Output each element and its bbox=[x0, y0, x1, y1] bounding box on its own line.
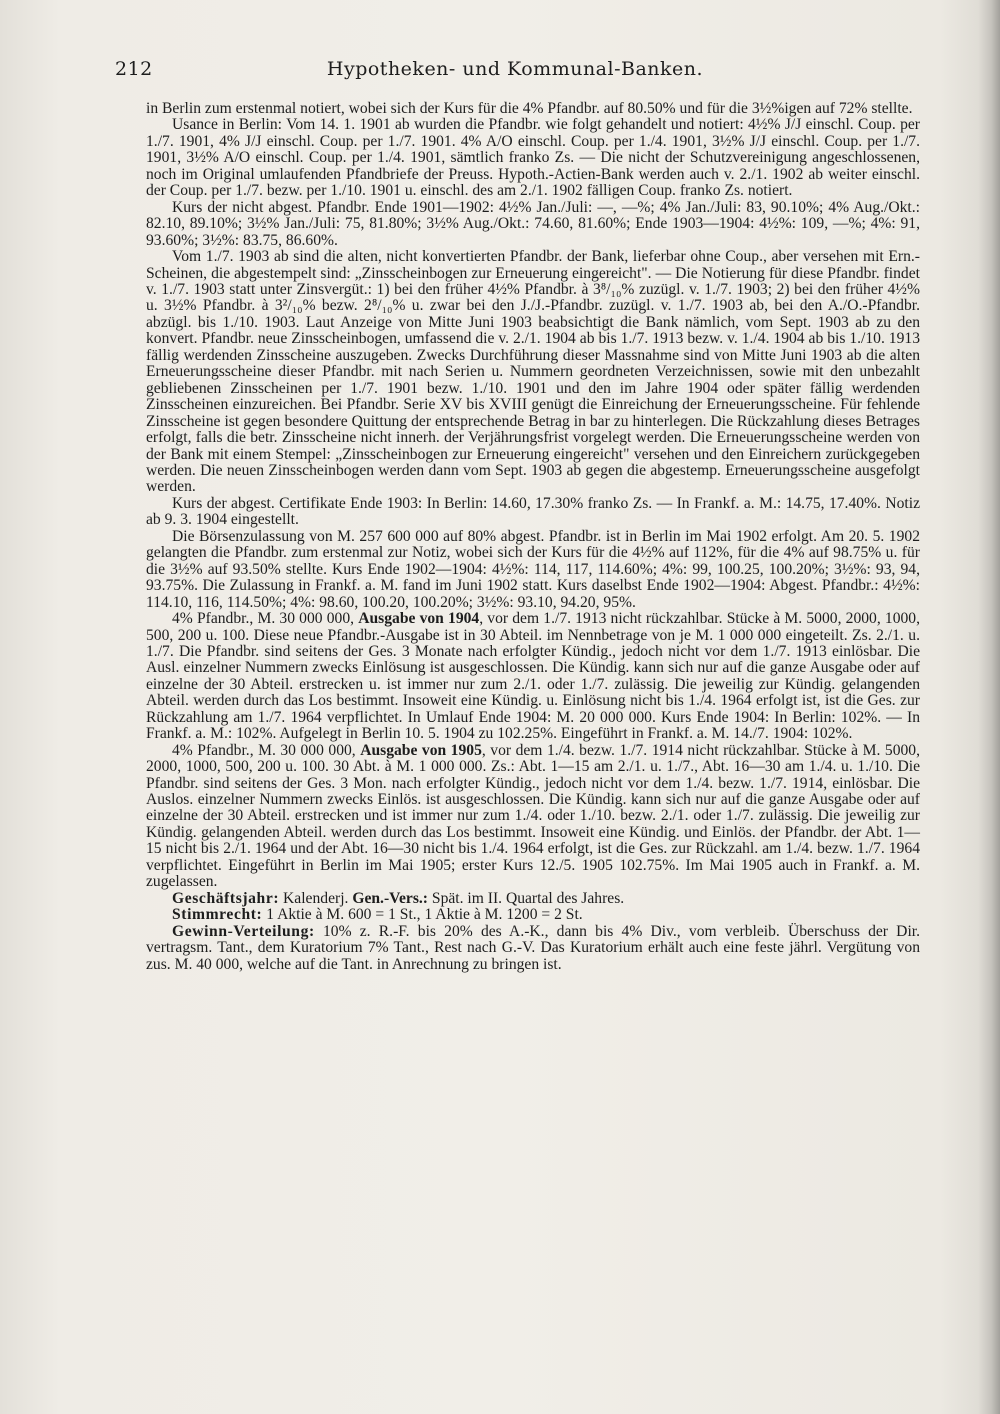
general-meeting-value: Spät. im II. Quartal des Jahres. bbox=[431, 889, 625, 907]
page-spine-shadow bbox=[978, 0, 1000, 1414]
body-text bbox=[146, 101, 920, 973]
issue-1905-heading: Ausgabe von 1905 bbox=[360, 741, 482, 759]
page-header bbox=[115, 58, 915, 88]
page-number: 212 bbox=[115, 58, 153, 80]
profit-distribution-value: 10% z. R.-F. bis 20% des A.-K., dann bis 4% Div., vom verbleib. Überschuss der Dir. vertragsm. Tant., dem Kuratorium 7% Tant., Rest nach G.-V. Das Kuratorium erhält auch eine feste jährl. Vergütung von zus. M. 40 000, welche auf die Tant. in Anrechnung zu bringen ist. bbox=[146, 922, 921, 973]
issue-1904-heading: Ausgabe von 1904 bbox=[358, 610, 480, 628]
issue-1904-paragraph bbox=[146, 611, 920, 743]
issue-1905-paragraph bbox=[146, 743, 920, 891]
paragraph: Die Börsenzulassung von M. 257 600 000 auf 80% abgest. Pfandbr. ist in Berlin im Mai 1902 erfolgt. Am 20. 5. 1902 gelangten die Pfandbr. zum erstenmal zur Notiz, wobei sich der Kurs für die 4½% auf 112%, für die 4% auf 98.75% u. für die 3½% auf 93.50% stellte. Kurs Ende 1902—1904: 4½%: 114, 117, 114.60%; 4%: 99, 100.25, 100.20%; 3½%: 93, 94, 93.75%. Die Zulassung in Frankf. a. M. fand im Juni 1902 statt. Kurs daselbst Ende 1902—1904: Abgest. Pfandbr.: 4½%: 114.10, 116, 114.50%; 4%: 98.60, 100.20, 100.20%; 3½%: 93.10, 94.20, 95%. bbox=[146, 527, 920, 611]
issue-1905-text: , vor dem 1./4. bezw. 1./7. 1914 nicht rückzahlbar. Stücke à M. 5000, 2000, 1000, 500, 200 u. 100. 30 Abt. à M. 1 000 000. Zs.: Abt. 1—15 am 2./1. u. 1./7., Abt. 16—30 am 1./4. u. 1./10. Die Pfandbr. sind seitens der Ges. 3 Mon. nach erfolgter Kündig., jedoch nicht vor dem 1./4. bezw. 1./7. 1914, einlösbar. Die Auslos. einzelner Nummern zwecks Einlös. ist ausgeschlossen. Die Kündig. kann sich nur auf die ganze Ausgabe oder auf einzelne der 30 Abteil. erstrecken und ist immer nur zum 1./4. oder 1./10. bezw. 2./1. oder 1./7. zulässig. Die jeweilig zur Kündig. gelangenden Abteil. werden durch das Los bestimmt. Insoweit eine Kündig. und Einlös. der Pfandbr. der Abt. 1—15 nicht bis 2./1. 1964 und der Abt. 16—30 nicht bis 1./4. 1964 erfolgt, ist die Ges. zur Rückzahl. am 1./4. bezw. 1./7. 1964 verpflichtet. Eingeführt in Berlin im Mai 1905; erster Kurs 12./5. 1905 102.75%. Im Mai 1905 auch in Frankf. a. M. zugelassen. bbox=[146, 741, 920, 891]
paragraph: Usance in Berlin: Vom 14. 1. 1901 ab wurden die Pfandbr. wie folgt gehandelt und notiert: 4½% J/J einschl. Coup. per 1./7. 1901, 4% J/J einschl. Coup. per 1./7. 1901. 4% A/O einschl. Coup. per 1./4. 1901, 3½% J/J einschl. Coup. per 1./7. 1901, 3½% A/O einschl. Coup. per 1./4. 1901, sämtlich franko Zs. — Die nicht der Schutzvereinigung angeschlossenen, noch im Original umlaufenden Pfandbriefe der Preuss. Hypoth.-Actien-Bank werden auch v. 2./1. 1902 ab weiter einschl. der Coup. per 1./7. bezw. per 1./10. 1901 u. einschl. des am 2./1. 1902 fälligen Coup. franko Zs. notiert. bbox=[146, 116, 920, 200]
voting-right-line bbox=[146, 907, 920, 923]
voting-right-value: 1 Aktie à M. 600 = 1 St., 1 Aktie à M. 1200 = 2 St. bbox=[266, 906, 583, 924]
fiscal-year-line bbox=[146, 891, 920, 907]
paragraph: Vom 1./7. 1903 ab sind die alten, nicht konvertierten Pfandbr. der Bank, lieferbar ohne Coup., aber versehen mit Ern.-Scheinen, die abgestempelt sind: „Zinsscheinbogen zur Erneuerung eingereicht". — Die Notierung für diese Pfandbr. findet v. 1./7. 1903 statt unter Zinsvergüt.: 1) bei den früher 4½% Pfandbr. à 3⁸/₁₀% zuzügl. v. 1./7. 1903; 2) bei den früher 4½% u. 3½% Pfandbr. à 3²/₁₀% bezw. 2⁸/₁₀% u. zwar bei den J./J.-Pfandbr. zuzügl. v. 1./7. 1903 ab, bei den A./O.-Pfandbr. abzügl. bis 1./10. 1903. Laut Anzeige von Mitte Juni 1903 beabsichtigt die Bank nämlich, vom Sept. 1903 ab zu den konvert. Pfandbr. neue Zinsscheinbogen, umfassend die v. 2./1. 1904 ab bis 1./7. 1913 bezw. v. 1./4. 1904 ab bis 1./10. 1913 fällig werdenden Zinsscheine auszugeben. Zwecks Durchführung dieser Massnahme sind von Mitte Juni 1903 ab die alten Erneuerungsscheine dieser Pfandbr. mit nach Serien u. Nummern geordneten Verzeichnissen, sowie mit den unbezahlt gebliebenen Zinsscheinen per 1./7. 1901 bezw. 1./10. 1901 und den im Jahre 1904 oder später fällig werdenden Zinsscheinen einzureichen. Bei Pfandbr. Serie XV bis XVIII genügt die Einreichung der Erneuerungsscheine. Für fehlende Zinsscheine ist gegen besondere Quittung der entsprechende Betrag in bar zu hinterlegen. Die Rückzahlung dieses Betrages erfolgt, falls die betr. Zinsscheine nicht innerh. der Verjährungsfrist vorgelegt werden. Die Erneuerungsscheine werden von der Bank mit einem Stempel: „Zinsscheinbogen zur Erneuerung eingereicht" versehen und den Einreichern zurückgegeben werden. Die neuen Zinsscheinbogen werden dann vom Sept. 1903 ab gegen die abgestemp. Erneuerungsscheine ausgefolgt werden. bbox=[146, 248, 920, 496]
paragraph: Kurs der abgest. Certifikate Ende 1903: In Berlin: 14.60, 17.30% franko Zs. — In Frankf. a. M.: 14.75, 17.40%. Notiz ab 9. 3. 1904 eingestellt. bbox=[146, 494, 920, 529]
general-meeting-label: Gen.-Vers.: bbox=[352, 889, 428, 907]
issue-1905-lead: 4% Pfandbr., M. 30 000 000, bbox=[172, 741, 356, 759]
fiscal-year-value: Kalenderj. bbox=[283, 889, 349, 907]
paragraph: Kurs der nicht abgest. Pfandbr. Ende 1901—1902: 4½% Jan./Juli: —, —%; 4% Jan./Juli: 83, 90.10%; 4% Aug./Okt.: 82.10, 89.10%; 3½% Jan./Juli: 75, 81.80%; 3½% Aug./Okt.: 74.60, 81.60%; Ende 1903—1904: 4½%: 109, —%; 4%: 91, 93.60%; 3½%: 83.75, 86.60%. bbox=[146, 198, 920, 249]
fiscal-year-label: Geschäftsjahr: bbox=[172, 889, 280, 907]
paragraph: in Berlin zum erstenmal notiert, wobei sich der Kurs für die 4% Pfandbr. auf 80.50% und für die 3½%igen auf 72% stellte. bbox=[146, 100, 913, 117]
voting-right-label: Stimmrecht: bbox=[172, 906, 263, 924]
profit-distribution-paragraph bbox=[146, 924, 920, 973]
issue-1904-text: , vor dem 1./7. 1913 nicht rückzahlbar. Stücke à M. 5000, 2000, 1000, 500, 200 u. 100. Diese neue Pfandbr.-Ausgabe ist in 30 Abteil. im Nennbetrage von je M. 1 000 000 eingeteilt. Zs. 2./1. u. 1./7. Die Pfandbr. sind seitens der Ges. 3 Monate nach erfolgter Kündig., jedoch nicht vor dem 1./7. 1913 einlösbar. Die Ausl. einzelner Nummern zwecks Einlösung ist ausgeschlossen. Die Kündig. kann sich nur auf die ganze Ausgabe oder auf einzelne der 30 Abteil. erstrecken u. ist immer nur zum 2./1. oder 1./7. zulässig. Die jeweilig zur Kündig. gelangenden Abteil. werden durch das Los bestimmt. Insoweit eine Kündig. u. Einlösung nicht bis 1./4. 1964 erfolgt ist, ist die Ges. zur Rückzahlung am 1./7. 1964 verpflichtet. In Umlauf Ende 1904: M. 20 000 000. Kurs Ende 1904: In Berlin: 102%. — In Frankf. a. M.: 102%. Aufgelegt in Berlin 10. 5. 1904 zu 102.25%. Eingeführt in Frankf. a. M. 14./7. 1904: 102%. bbox=[146, 610, 920, 743]
issue-1904-lead: 4% Pfandbr., M. 30 000 000, bbox=[172, 610, 355, 628]
running-title: Hypotheken- und Kommunal-Banken. bbox=[326, 58, 704, 80]
profit-distribution-label: Gewinn-Verteilung: bbox=[172, 922, 315, 940]
